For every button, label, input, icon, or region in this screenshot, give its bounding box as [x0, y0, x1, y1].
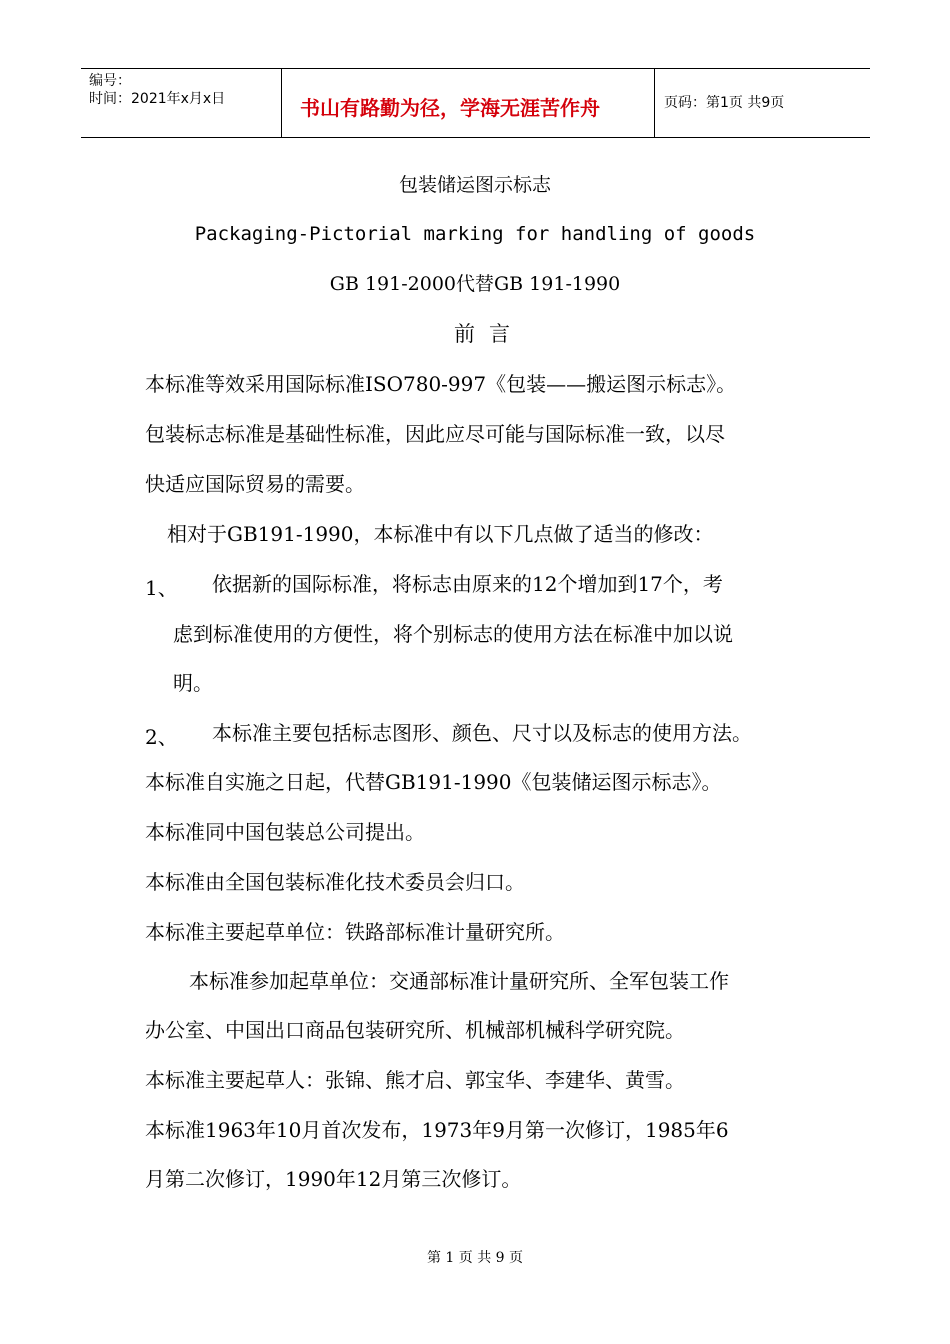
paragraph-line: 本标准主要起草人：张锦、熊才启、郭宝华、李建华、黄雪。: [145, 1068, 685, 1092]
list-item-line: 虑到标准使用的方便性，将个别标志的使用方法在标准中加以说: [173, 622, 733, 646]
title-english: Packaging-Pictorial marking for handling of goods: [194, 223, 756, 245]
motto-text: 书山有路勤为径，学海无涯苦作舟: [300, 96, 600, 120]
date-label: 时间：2021年x月x日: [89, 91, 226, 107]
paragraph-line: 办公室、中国出口商品包装研究所、机械部机械科学研究院。: [145, 1018, 685, 1042]
list-item-line: 本标准主要包括标志图形、颜色、尺寸以及标志的使用方法。: [212, 721, 752, 745]
paragraph-line: 包装标志标准是基础性标准，因此应尽可能与国际标准一致，以尽: [145, 422, 725, 446]
code-label: 编号：: [89, 73, 131, 89]
paragraph-line: 快适应国际贸易的需要。: [145, 472, 365, 496]
paragraph-line: 相对于GB191-1990，本标准中有以下几点做了适当的修改：: [167, 522, 714, 546]
header-page-cell: [655, 69, 870, 137]
standard-number: GB 191-2000代替GB 191-1990: [329, 273, 621, 295]
paragraph-line: 月第二次修订，1990年12月第三次修订。: [145, 1167, 522, 1191]
list-item-line: 明。: [173, 671, 213, 695]
section-title: 前言: [454, 322, 524, 346]
paragraph-line: 本标准自实施之日起，代替GB191-1990《包装储运图示标志》。: [145, 770, 722, 794]
paragraph-line: 本标准由全国包装标准化技术委员会归口。: [145, 870, 525, 894]
document-header: [81, 68, 870, 138]
paragraph-line: 本标准等效采用国际标准ISO780-997《包装——搬运图示标志》。: [145, 372, 737, 396]
paragraph-line: 本标准同中国包装总公司提出。: [145, 820, 425, 844]
paragraph-line: 本标准1963年10月首次发布，1973年9月第一次修订，1985年6: [145, 1118, 729, 1142]
list-item-line: 依据新的国际标准，将标志由原来的12个增加到17个，考: [212, 572, 723, 596]
page-info: 页码：第1页 共9页: [664, 95, 785, 111]
list-number: 2、: [145, 725, 178, 749]
paragraph-line: 本标准主要起草单位：铁路部标准计量研究所。: [145, 920, 565, 944]
header-motto-cell: [282, 69, 655, 137]
page-footer: 第 1 页 共 9 页: [426, 1250, 524, 1266]
title-chinese: 包装储运图示标志: [398, 174, 551, 196]
header-meta-cell: [81, 69, 282, 137]
paragraph-line: 本标准参加起草单位：交通部标准计量研究所、全军包装工作: [189, 969, 729, 993]
list-number: 1、: [145, 576, 178, 600]
